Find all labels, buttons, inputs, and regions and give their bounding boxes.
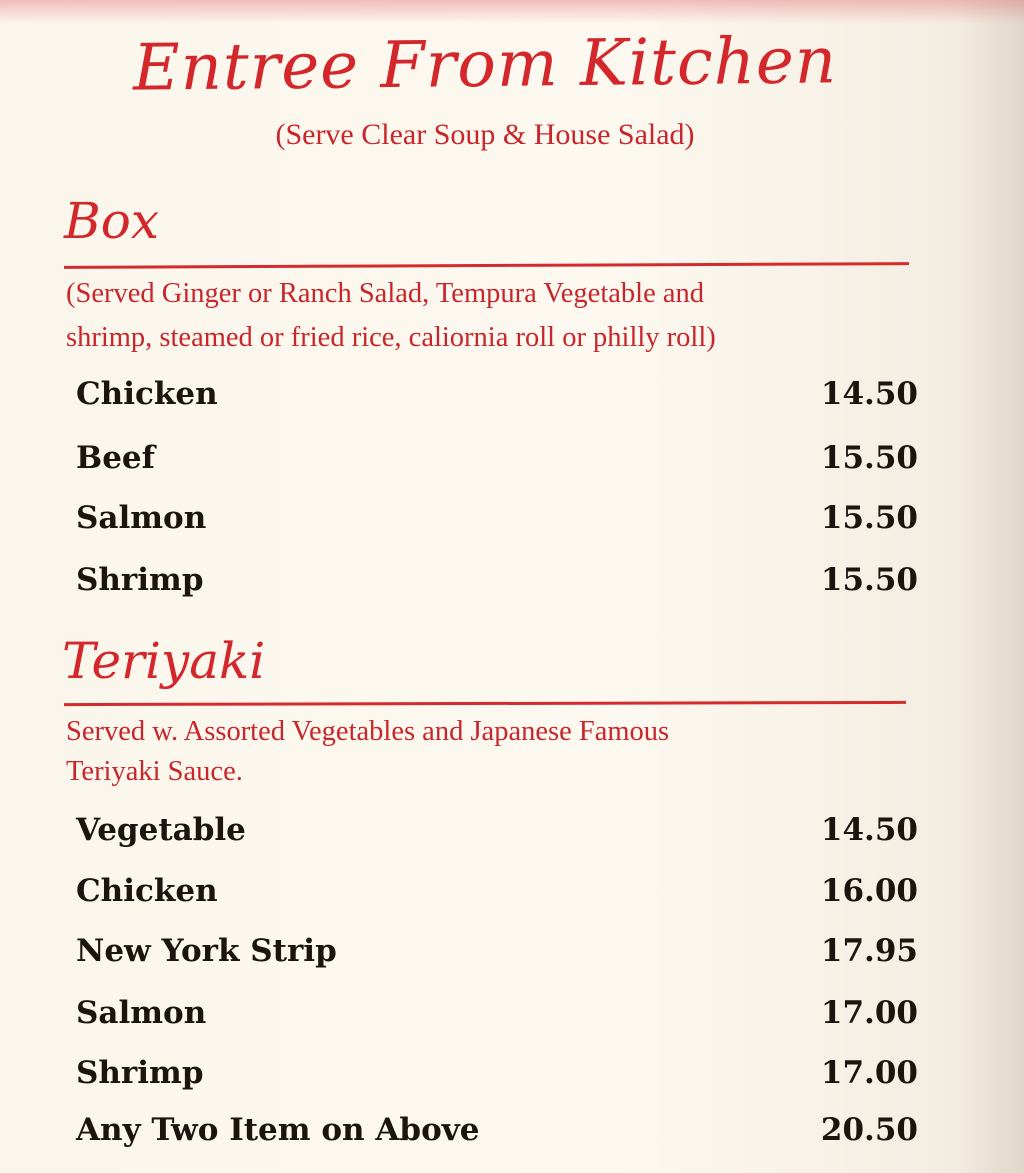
menu-item: [76, 812, 918, 862]
section-description-teriyaki: [66, 712, 669, 792]
item-price: 17.95: [820, 933, 918, 969]
item-price: 14.50: [820, 376, 918, 412]
menu-item: [76, 500, 918, 550]
menu-item: [76, 562, 918, 612]
menu-item: [76, 440, 918, 490]
menu-item: [76, 1112, 918, 1162]
menu-item: [76, 1055, 918, 1105]
item-name: Any Two Item on Above: [76, 1112, 480, 1148]
section-divider-teriyaki: [64, 701, 906, 706]
item-price: 16.00: [820, 873, 918, 909]
item-price: 17.00: [820, 1055, 918, 1091]
page-top-tint: [0, 0, 1024, 24]
page-edge-shadow: [960, 0, 1024, 1173]
item-name: Shrimp: [76, 562, 204, 598]
item-name: Salmon: [76, 500, 207, 536]
item-price: 17.00: [820, 995, 918, 1031]
item-price: 15.50: [820, 500, 918, 536]
description-line: shrimp, steamed or fried rice, caliornia roll or philly roll): [66, 322, 716, 353]
item-price: 15.50: [820, 562, 918, 598]
menu-item: [76, 933, 918, 983]
description-line: Served w. Assorted Vegetables and Japanese Famous: [66, 716, 670, 747]
description-line: Teriyaki Sauce.: [66, 756, 243, 787]
menu-item: [76, 376, 918, 426]
item-name: Salmon: [76, 995, 207, 1031]
item-name: Chicken: [76, 873, 218, 909]
menu-title: Entree From Kitchen: [132, 24, 838, 106]
section-title-teriyaki: Teriyaki: [62, 632, 266, 690]
item-name: Chicken: [76, 376, 218, 412]
item-price: 20.50: [820, 1112, 918, 1148]
item-name: Vegetable: [76, 812, 246, 848]
section-divider-box: [64, 262, 909, 269]
item-name: Beef: [76, 440, 155, 476]
item-price: 14.50: [820, 812, 918, 848]
description-line: (Served Ginger or Ranch Salad, Tempura Vegetable and: [66, 278, 704, 309]
menu-item: [76, 873, 918, 923]
item-name: Shrimp: [76, 1055, 204, 1091]
menu-item: [76, 995, 918, 1045]
item-price: 15.50: [820, 440, 918, 476]
section-title-box: Box: [64, 192, 160, 250]
item-name: New York Strip: [76, 933, 337, 969]
menu-subtitle: (Serve Clear Soup & House Salad): [275, 118, 695, 151]
section-description-box: [66, 272, 716, 360]
